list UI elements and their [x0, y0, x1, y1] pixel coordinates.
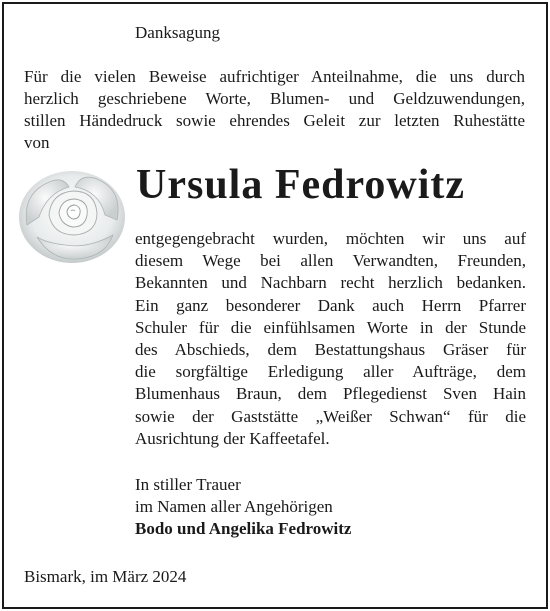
intro-line: Für die vielen Beweise aufrichtiger Anteilnahme, die uns durch	[24, 67, 525, 86]
intro-line: stillen Händedruck sowie ehrendes Geleit zur letzten Ruhestätte	[24, 111, 525, 130]
body-line: Blumenhaus Braun, dem Pflegedienst Sven Hain	[135, 384, 526, 404]
deceased-name: Ursula Fedrowitz	[136, 162, 466, 208]
body-line: entgegengebracht wurden, möchten wir uns auf	[135, 229, 526, 248]
body-line: diesem Wege bei allen Verwandten, Freunden,	[135, 251, 526, 271]
notice-heading: Danksagung	[135, 23, 220, 42]
thanks-paragraph	[135, 228, 526, 450]
place-date: Bismark, im März 2024	[24, 567, 187, 586]
intro-line: von	[24, 133, 50, 152]
signature-line-1: In stiller Trauer	[135, 475, 241, 494]
intro-line: herzlich geschriebene Worte, Blumen- und Geldzuwendungen,	[24, 89, 525, 108]
body-line: Schuler für die einfühlsamen Worte in der Stunde	[135, 317, 526, 337]
body-line: des Abschieds, dem Bestattungshaus Gräser für	[135, 339, 526, 359]
intro-paragraph	[24, 66, 525, 154]
body-line: die sorgfältige Erledigung aller Aufträge, dem	[135, 362, 526, 382]
body-line: sowie der Gaststätte „Weißer Schwan“ für die	[135, 406, 526, 426]
signature-names: Bodo und Angelika Fedrowitz	[135, 519, 352, 538]
white-rose-icon	[17, 165, 127, 265]
body-line: Ein ganz besonderer Dank auch Herrn Pfarrer	[135, 295, 526, 315]
signature-line-2: im Namen aller Angehörigen	[135, 497, 333, 516]
body-line: Ausrichtung der Kaffeetafel.	[135, 428, 330, 448]
body-line: Bekannten und Nachbarn recht herzlich bedanken.	[135, 273, 526, 293]
